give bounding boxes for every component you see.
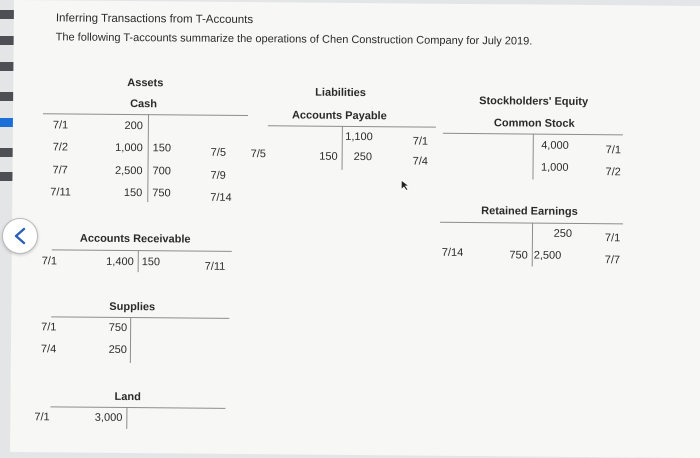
supplies-date: 7/4: [40, 343, 57, 356]
cash-date: 7/1: [52, 119, 69, 132]
cash-top-line: [43, 113, 248, 116]
re-credit-date: 7/1: [604, 232, 621, 245]
cs-title: Common Stock: [493, 117, 575, 130]
cash-date: 7/2: [52, 141, 69, 154]
chevron-left-icon: [13, 227, 27, 245]
cash-debit: 150: [123, 186, 143, 200]
supplies-title: Supplies: [109, 300, 156, 314]
cs-credit-date: 7/2: [605, 166, 621, 179]
land-debit: 3,000: [94, 411, 123, 424]
cash-date: 7/7: [52, 164, 68, 177]
cs-credit-date: 7/1: [605, 144, 622, 157]
ap-date: 7/5: [250, 148, 267, 161]
worksheet: [10, 0, 700, 458]
cash-debit: 1,000: [115, 141, 143, 155]
re-credit: 2,500: [533, 249, 562, 262]
supplies-debit: 250: [108, 343, 128, 356]
ap-debit: 150: [319, 150, 338, 163]
ar-credit-date: 7/11: [204, 260, 226, 273]
equity-heading: Stockholders' Equity: [479, 95, 589, 109]
re-title: Retained Earnings: [481, 205, 578, 218]
cs-credit: 4,000: [541, 139, 569, 152]
cs-credit: 1,000: [540, 161, 569, 174]
cash-credit-date: 7/9: [210, 169, 226, 182]
supplies-top-line: [51, 316, 229, 319]
cash-credit: 700: [152, 165, 171, 178]
ar-top-line: [52, 249, 232, 252]
cash-credit-date: 7/14: [210, 191, 232, 204]
re-debit: 750: [509, 249, 528, 262]
re-date: 7/14: [441, 246, 464, 259]
ap-top-line: [268, 125, 436, 127]
re-credit: 250: [553, 227, 573, 240]
liabilities-heading: Liabilities: [315, 86, 367, 100]
ar-date: 7/1: [41, 255, 58, 268]
ar-title: Accounts Receivable: [79, 232, 191, 246]
ap-credit-date: 7/1: [412, 135, 429, 148]
page-title: Inferring Transactions from T-Accounts: [55, 12, 254, 27]
supplies-debit: 750: [108, 321, 128, 334]
land-top-line: [50, 406, 225, 409]
page-subtitle: The following T-accounts summarize the operations of Chen Construction Company for July 2019.: [55, 31, 533, 48]
ap-credit: 1,100: [345, 130, 373, 144]
land-title: Land: [114, 390, 141, 404]
land-date: 7/1: [34, 411, 50, 424]
supplies-date: 7/1: [41, 321, 57, 334]
ap-credit: 250: [353, 150, 373, 164]
ar-credit: 150: [141, 256, 161, 269]
cash-divider: [147, 114, 149, 202]
cash-credit: 150: [152, 142, 172, 155]
ap-title: Accounts Payable: [291, 109, 387, 123]
cash-debit: 200: [124, 119, 143, 133]
mouse-cursor-icon: [400, 179, 410, 191]
back-button[interactable]: [2, 218, 38, 254]
cash-credit: 750: [152, 187, 171, 200]
cash-date: 7/11: [50, 186, 71, 199]
ar-debit: 1,400: [106, 255, 134, 269]
cash-title: Cash: [130, 98, 158, 111]
re-credit-date: 7/7: [604, 254, 621, 267]
assets-heading: Assets: [127, 76, 164, 90]
ar-divider: [138, 250, 139, 272]
cash-debit: 2,500: [114, 164, 143, 178]
cash-credit-date: 7/5: [210, 146, 227, 159]
land-divider: [126, 407, 127, 429]
supplies-divider: [130, 317, 131, 363]
ap-credit-date: 7/4: [412, 155, 428, 168]
